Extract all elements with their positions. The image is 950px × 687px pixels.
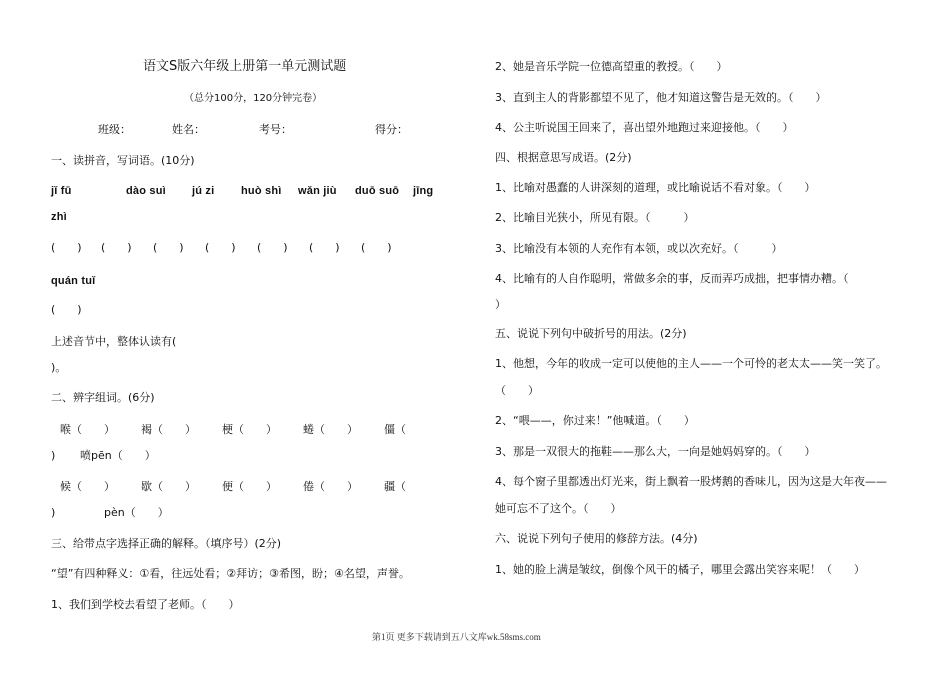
char-item-11-tail: ) (51, 506, 56, 519)
section-2-heading: 二、辨字组词。(6分) (51, 391, 155, 404)
section-6-heading: 六、说说下列句子使用的修辞方法。(4分) (495, 532, 698, 545)
name-label: 姓名： (172, 123, 205, 136)
s4-question-1: 1、比喻对愚蠢的人讲深刻的道理，或比喻说话不看对象。（ ） (495, 181, 816, 194)
s5-question-4: 4、每个窗子里都透出灯光来，街上飘着一股烤鹅的香味儿，因为这是大年夜—— (495, 475, 887, 488)
char-item-11[interactable]: 疆（ (384, 480, 406, 493)
s4-question-4-tail: ） (495, 298, 506, 311)
pinyin-7-wrap: zhì (51, 211, 67, 223)
s3-question-1: 1、我们到学校去看望了老师。（ ） (51, 598, 240, 611)
char-item-5[interactable]: 僵（ (384, 423, 406, 436)
answer-blank-3[interactable]: ( ) (153, 241, 184, 254)
exam-number-label: 考号： (259, 123, 292, 136)
char-item-9[interactable]: 便（ ） (222, 480, 277, 493)
answer-blank-2[interactable]: ( ) (101, 241, 132, 254)
s3-question-3: 3、直到主人的背影都望不见了，他才知道这警告是无效的。（ ） (495, 91, 827, 104)
s5-question-3: 3、那是一双很大的拖鞋——那么大，一向是她妈妈穿的。（ ） (495, 445, 816, 458)
page-footer: 第1页 更多下载请到五八文库wk.58sms.com (372, 632, 541, 642)
s4-question-2: 2、比喻目光狭小，所见有限。（ ） (495, 211, 695, 224)
answer-blank-1[interactable]: ( ) (51, 241, 82, 254)
char-item-7[interactable]: 候（ ） (60, 480, 115, 493)
answer-blank-5[interactable]: ( ) (257, 241, 288, 254)
score-label: 得分： (375, 123, 408, 136)
syllable-note-end: )。 (51, 361, 67, 374)
answer-blank-4[interactable]: ( ) (205, 241, 236, 254)
pinyin-1: jǐ fū (51, 185, 72, 197)
s6-question-1: 1、她的脸上满是皱纹，倒像个风干的橘子，哪里会露出笑容来呢！（ ） (495, 563, 865, 576)
answer-blank-8[interactable]: ( ) (51, 303, 82, 316)
char-item-3[interactable]: 梗（ ） (222, 423, 277, 436)
s3-question-2: 2、她是音乐学院一位德高望重的教授。（ ） (495, 60, 728, 73)
pinyin-2: dào suì (126, 185, 166, 197)
char-item-2[interactable]: 褐（ ） (141, 423, 196, 436)
char-item-5-tail: ) (51, 449, 56, 462)
pinyin-6: duō suō (355, 185, 400, 197)
pinyin-5: wǎn jiù (298, 185, 337, 197)
char-item-1[interactable]: 喉（ ） (60, 423, 115, 436)
char-item-12[interactable]: pèn（ ） (104, 506, 169, 519)
char-item-10[interactable]: 倦（ ） (303, 480, 358, 493)
syllable-note: 上述音节中，整体认读有( (51, 335, 177, 348)
page-title: 语文S版六年级上册第一单元测试题 (143, 59, 347, 74)
s5-question-2: 2、“喂——，你过来！”他喊道。（ ） (495, 414, 695, 427)
section-1-heading: 一、读拼音，写词语。(10分) (51, 154, 195, 167)
s5-question-1: 1、他想，今年的收成一定可以使他的主人——一个可怜的老太太——笑一笑了。 (495, 357, 887, 370)
s4-question-4: 4、比喻有的人自作聪明，常做多余的事，反而弄巧成拙，把事情办糟。（ (495, 272, 849, 285)
pinyin-3: jú zi (192, 185, 215, 197)
char-item-6[interactable]: 喷pēn（ ） (80, 449, 156, 462)
char-item-8[interactable]: 歇（ ） (141, 480, 196, 493)
char-item-4[interactable]: 蜷（ ） (303, 423, 358, 436)
section-4-heading: 四、根据意思写成语。(2分) (495, 151, 632, 164)
pinyin-7: jīng (413, 185, 434, 197)
pinyin-4: huò shì (241, 185, 282, 197)
wang-meanings: “望”有四种释义：①看，往远处看；②拜访；③希图，盼；④名望，声誉。 (51, 567, 410, 580)
s3-question-4: 4、公主听说国王回来了，喜出望外地跑过来迎接他。（ ） (495, 121, 794, 134)
s5-question-1-tail: （ ） (495, 384, 539, 397)
answer-blank-7[interactable]: ( ) (361, 241, 392, 254)
page-subtitle: （总分100分，120分钟完卷） (184, 93, 323, 104)
answer-blank-6[interactable]: ( ) (309, 241, 340, 254)
section-3-heading: 三、给带点字选择正确的解释。（填序号）(2分) (51, 537, 282, 550)
section-5-heading: 五、说说下列句中破折号的用法。(2分) (495, 327, 687, 340)
pinyin-8: quán tuǐ (51, 275, 96, 287)
class-label: 班级： (98, 123, 131, 136)
s5-question-4-tail: 她可忘不了这个。（ ） (495, 502, 622, 515)
s4-question-3: 3、比喻没有本领的人充作有本领，或以次充好。（ ） (495, 242, 783, 255)
